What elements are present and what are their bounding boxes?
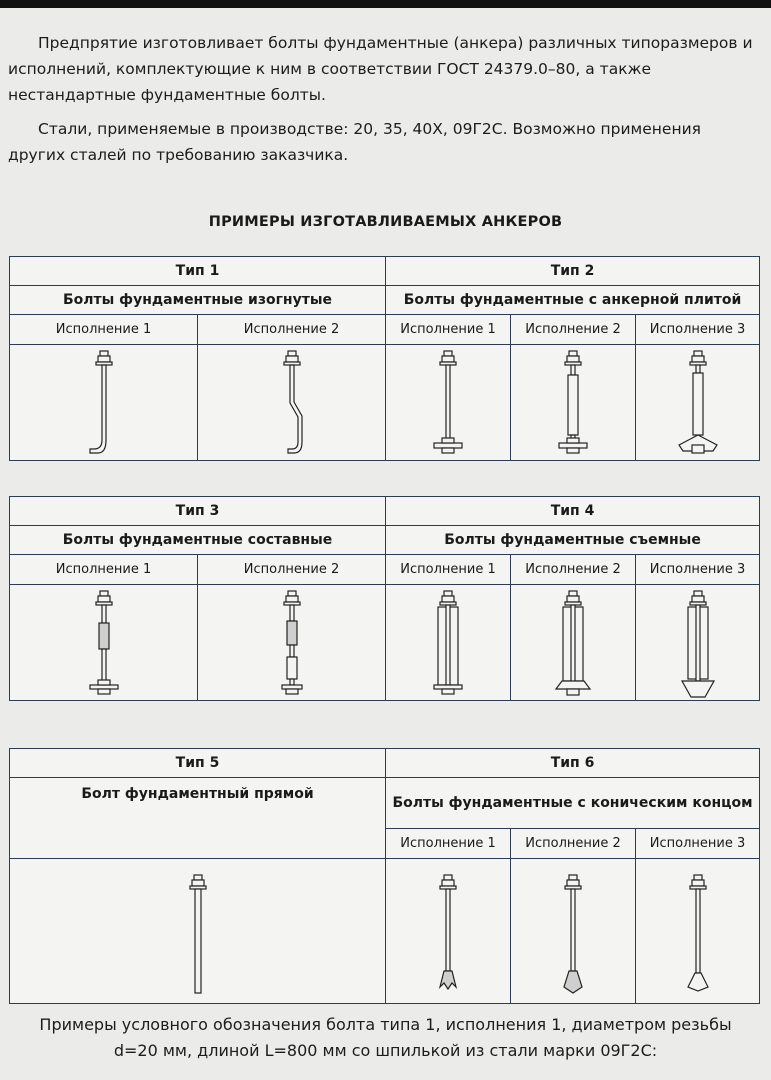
table-type-3-4 xyxy=(9,496,760,701)
anchor-plate-bolt-2-drawing xyxy=(553,345,593,460)
anchor-plate-bolt-1-drawing xyxy=(428,345,468,460)
type-3-name: Болты фундаментные составные xyxy=(10,526,386,555)
composite-bolt-1-drawing xyxy=(84,585,124,700)
designation-line-1: Примеры условного обозначения болта типа 1, исполнения 1, диаметром резьбы xyxy=(39,1015,732,1034)
table-type-5-6 xyxy=(9,748,760,1004)
table-type-1-2 xyxy=(9,256,760,461)
type-6-name: Болты фундаментные с коническим концом xyxy=(386,778,760,829)
bolt-drawing-cell xyxy=(511,585,636,701)
bent-bolt-l-drawing xyxy=(84,345,124,460)
conical-bolt-2-drawing xyxy=(553,861,593,1001)
intro-paragraph-1 xyxy=(8,30,758,108)
composite-bolt-2-drawing xyxy=(272,585,312,700)
bolt-drawing-cell xyxy=(198,345,386,461)
type-5-title: Тип 5 xyxy=(10,749,386,778)
bolt-drawing-cell xyxy=(386,585,511,701)
bolt-drawing-cell xyxy=(636,585,760,701)
bolt-drawing-cell xyxy=(10,859,386,1004)
intro-paragraph-2 xyxy=(8,116,758,168)
bolt-drawing-cell xyxy=(511,859,636,1004)
bolt-drawing-cell xyxy=(386,859,511,1004)
type-1-name: Болты фундаментные изогнутые xyxy=(10,286,386,315)
type-2-name: Болты фундаментные с анкерной плитой xyxy=(386,286,760,315)
bolt-drawing-cell xyxy=(511,345,636,461)
removable-bolt-1-drawing xyxy=(428,585,468,700)
type-5-name: Болт фундаментный прямой xyxy=(10,778,386,859)
anchor-plate-bolt-3-drawing xyxy=(673,345,723,460)
straight-bolt-drawing xyxy=(178,861,218,1001)
bolt-drawing-cell xyxy=(10,585,198,701)
type-6-title: Тип 6 xyxy=(386,749,760,778)
type-3-title: Тип 3 xyxy=(10,497,386,526)
type-4-variant-1: Исполнение 1 xyxy=(386,555,511,585)
section-heading: ПРИМЕРЫ ИЗГОТАВЛИВАЕМЫХ АНКЕРОВ xyxy=(208,214,563,230)
type-2-variant-2: Исполнение 2 xyxy=(511,315,636,345)
type-2-title: Тип 2 xyxy=(386,257,760,286)
bolt-drawing-cell xyxy=(386,345,511,461)
type-4-variant-2: Исполнение 2 xyxy=(511,555,636,585)
type-6-variant-3: Исполнение 3 xyxy=(636,829,760,859)
type-2-variant-1: Исполнение 1 xyxy=(386,315,511,345)
type-3-variant-2: Исполнение 2 xyxy=(198,555,386,585)
removable-bolt-2-drawing xyxy=(548,585,598,700)
bolt-drawing-cell xyxy=(198,585,386,701)
type-1-variant-2: Исполнение 2 xyxy=(198,315,386,345)
type-4-title: Тип 4 xyxy=(386,497,760,526)
type-3-variant-1: Исполнение 1 xyxy=(10,555,198,585)
designation-example xyxy=(0,1012,771,1064)
intro-text-2: Стали, применяемые в производстве: 20, 35, 40Х, 09Г2С. Возможно применения других сталей по требованию заказчика. xyxy=(8,120,701,164)
conical-bolt-1-drawing xyxy=(428,861,468,1001)
conical-bolt-3-drawing xyxy=(678,861,718,1001)
bolt-drawing-cell xyxy=(10,345,198,461)
type-6-variant-2: Исполнение 2 xyxy=(511,829,636,859)
designation-line-2: d=20 мм, длиной L=800 мм со шпилькой из стали марки 09Г2С: xyxy=(113,1041,658,1060)
intro-text-1: Предпрятие изготовливает болты фундаментные (анкера) различных типоразмеров и исполнений, комплектующие к ним в соответствии ГОСТ 24379.0–80, а также нестандартные фундаментные болты. xyxy=(8,34,753,104)
bolt-drawing-cell xyxy=(636,345,760,461)
type-4-variant-3: Исполнение 3 xyxy=(636,555,760,585)
type-4-name: Болты фундаментные съемные xyxy=(386,526,760,555)
removable-bolt-3-drawing xyxy=(673,585,723,700)
type-2-variant-3: Исполнение 3 xyxy=(636,315,760,345)
bolt-drawing-cell xyxy=(636,859,760,1004)
type-1-title: Тип 1 xyxy=(10,257,386,286)
bent-bolt-s-drawing xyxy=(272,345,312,460)
type-6-variant-1: Исполнение 1 xyxy=(386,829,511,859)
type-1-variant-1: Исполнение 1 xyxy=(10,315,198,345)
top-border xyxy=(0,0,771,8)
